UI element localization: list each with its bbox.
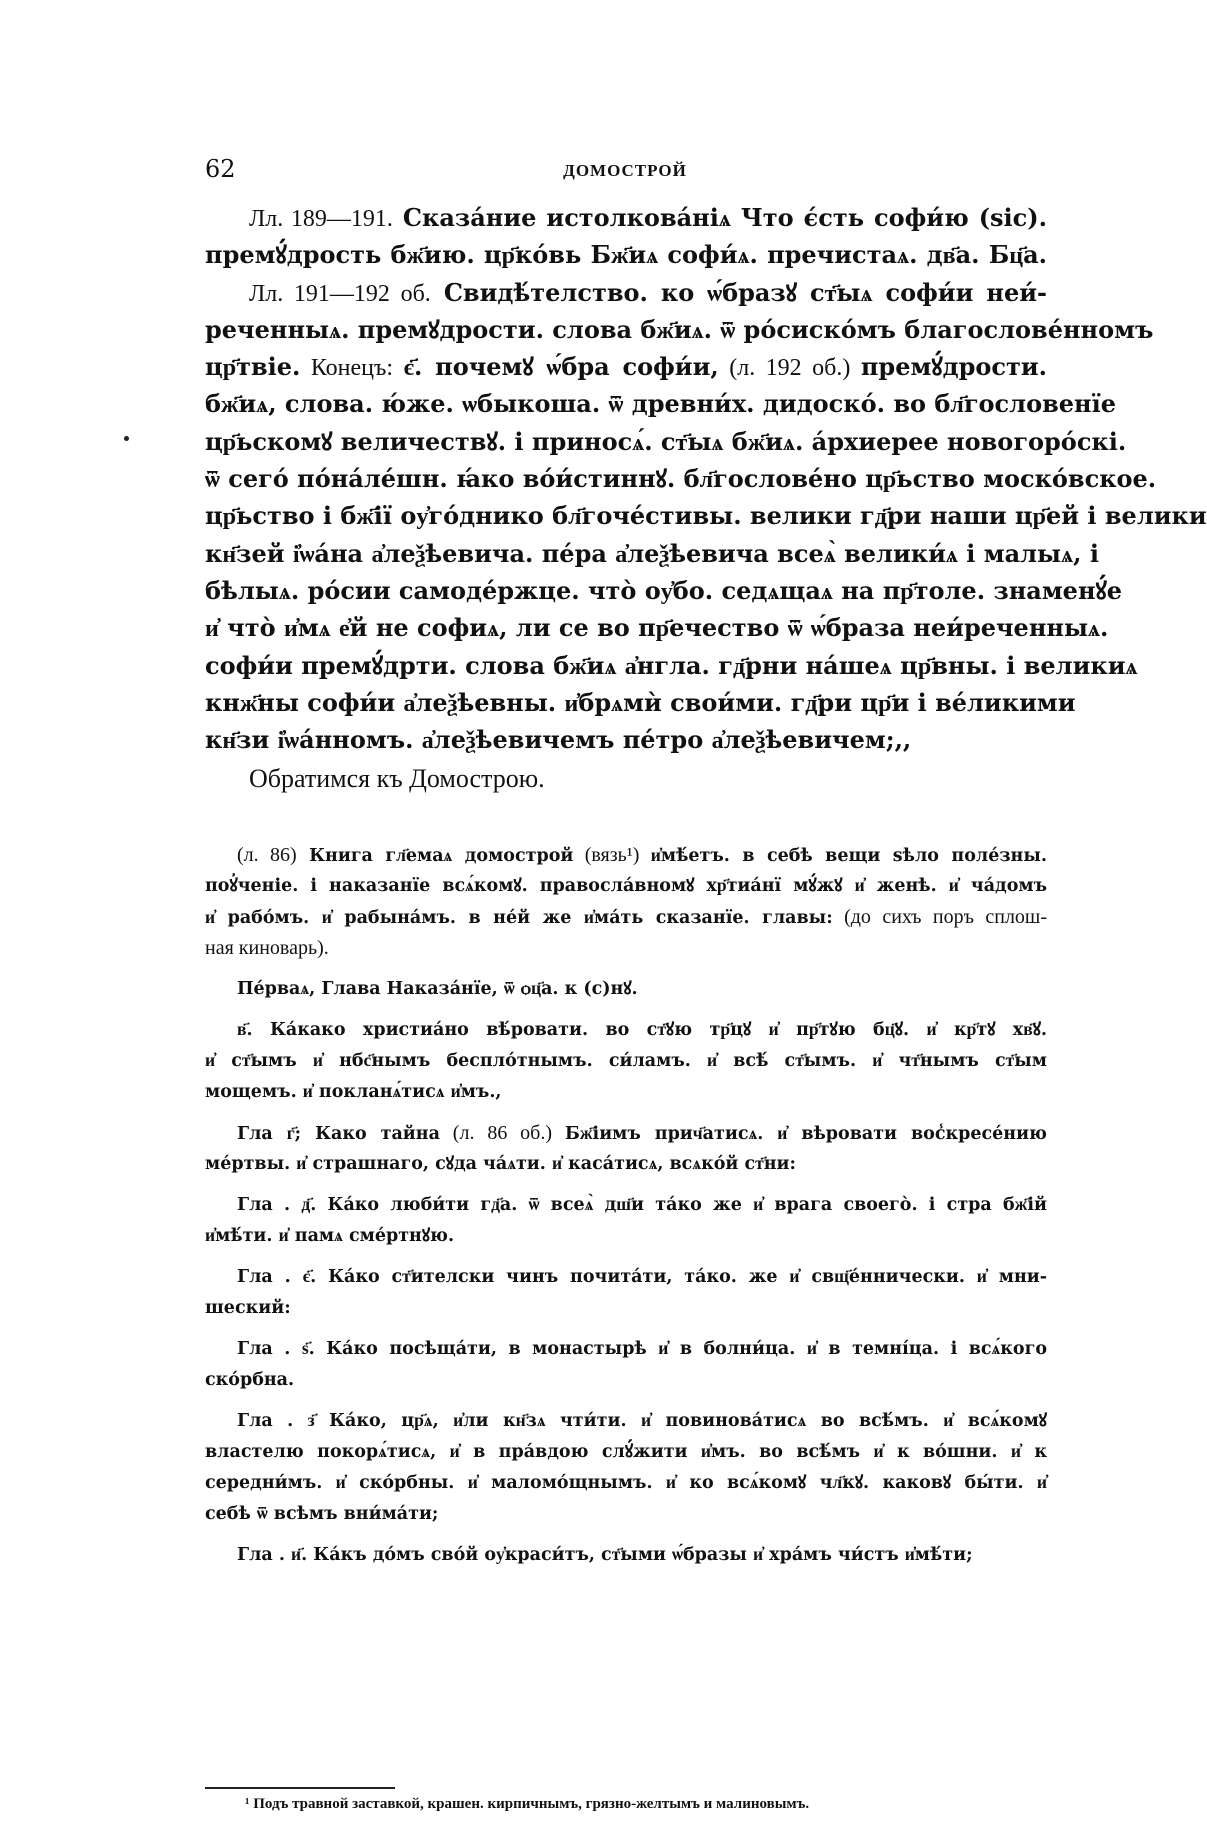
slavonic-text: премꙋ́дрости. (860, 352, 1048, 382)
chapter-line (205, 1406, 1047, 1437)
folio-reference: (л. 192 об.) (718, 355, 861, 382)
slavonic-text: шеский: (205, 1298, 291, 1318)
chapter-line (205, 1046, 1047, 1077)
editor-note: (вязь¹) (573, 844, 651, 866)
slavonic-text: поꙋ҆ченіе. і наказанїе всѧ́комꙋ. правосла́вномꙋ хр҃тиа́нї мꙋ́жꙋ и҆ женѣ. и҆ ча́домъ (205, 876, 1047, 896)
text-line (205, 275, 1047, 312)
paragraph-gap (205, 964, 1047, 974)
slavonic-text: и҆ ст҃ымъ и҆ нбс҃нымъ беспло́тнымъ. си́ламъ. и҆ всѣ́ ст҃ымъ. и҆ чт҃нымъ ст҃ым (205, 1051, 1047, 1071)
paragraph-gap (205, 1530, 1047, 1540)
slavonic-text: мощемъ. и҆ покланѧ́тисѧ и҆мъ., (205, 1082, 502, 1102)
slavonic-text: ско́рбна. (205, 1370, 295, 1390)
folio-reference: (л. 86 об.) (439, 1122, 565, 1144)
domostroi-title-block (205, 840, 1047, 964)
paragraph-gap (205, 1108, 1047, 1118)
paragraph-gap (205, 1252, 1047, 1262)
folio-reference: Лл. 191—192 об. (249, 280, 431, 307)
editor-note: (до сихъ поръ сплош- (832, 906, 1047, 928)
chapter-line (205, 1077, 1047, 1108)
paragraph-gap (205, 1005, 1047, 1015)
text-line (205, 933, 1047, 964)
slavonic-text: софи́и премꙋ́дрти. слова бж҃иѧ а҆нгла. гд҃рни на́шеѧ цр҃вны. і великиѧ (205, 650, 1138, 680)
slavonic-text: бж҃иѧ, слова. ю́же. ѡбыкоша. ѿ древни́х. дидоско́. во бл҃гословенїе (205, 389, 1116, 419)
footnote: ¹ Подъ травной заставкой, крашен. кирпичнымъ, грязно-желтымъ и малиновымъ. (245, 1796, 810, 1812)
editor-note: Конецъ: (300, 355, 404, 382)
text-line (205, 840, 1047, 871)
text-line (205, 722, 1047, 759)
text-line (205, 685, 1076, 722)
chapter-line (205, 1015, 1047, 1046)
slavonic-text: и҆ рабо́мъ. и҆ рабына́мъ. в не́й же и҆ма́ть сказанїе. главы: (205, 908, 833, 928)
text-line (205, 573, 1123, 610)
slavonic-text: цр҃ьство і бж҃ії оу҆го́днико бл҃гоче́стивы. велики гд҃ри наши цр҃ей і велики (205, 501, 1207, 531)
slavonic-text: и҆ что̀ и҆мѧ е҆й не софиѧ, ли се во пр҃ечество ѿ ѡ́браза неи́реченныѧ. (205, 613, 1109, 643)
text-line (205, 536, 1099, 573)
chapter-line (205, 1118, 1047, 1149)
section-heading: Обратимся къ Домострою. (249, 764, 545, 794)
domostroi-excerpt (205, 840, 1047, 1571)
slavonic-text: кнж҃ны софи́и а҆леѯѣевны. и҆брѧмѝ свои́ми. гд҃ри цр҃и і ве́ликими (205, 687, 1076, 717)
running-title: ДОМОСТРОЙ (563, 161, 687, 180)
text-line (205, 237, 1047, 274)
margin-mark (124, 436, 129, 441)
text-line (205, 902, 1047, 933)
slavonic-text: Бж҃іимъ прич҃атисѧ. и҆ вѣровати вос̾кресе́нию (564, 1124, 1048, 1144)
slavonic-text: кн҃зи і҆ѡа́нномъ. а҆леѯѣевичемъ пе́тро а҆леѯѣевичем;,, (205, 725, 912, 755)
chapter-line (205, 1221, 1047, 1252)
chapter-line (205, 1293, 1047, 1324)
text-line (205, 871, 1047, 902)
editor-note: (л. 86) (237, 844, 297, 866)
slavonic-text: властелю покорѧ́тисѧ, и҆ в пра́вдою слꙋ́жити и҆мъ. во всѣ́мъ и҆ к во́шни. и҆ к (205, 1442, 1047, 1462)
text-line (205, 349, 1047, 386)
slavonic-text: премꙋ́дрость бж҃ию. цр҃ко́вь Бж҃иѧ софи́ѧ. пречистаѧ. дв҃а. Бц҃а. (205, 240, 1047, 270)
editor-note: ная киноварь). (205, 937, 329, 959)
chapter-line (205, 1499, 1047, 1530)
slavonic-text: цр҃ьскомꙋ величествꙋ. і приносѧ́. ст҃ыѧ бж҃иѧ. а́рхиерее новогоро́скі. (205, 426, 1127, 456)
paragraph-gap (205, 1180, 1047, 1190)
chapter-line (205, 1540, 1047, 1571)
text-line (205, 648, 1138, 685)
slavonic-text: Гла г҃; Како тайна (237, 1124, 440, 1144)
chapter-line (205, 1365, 1047, 1396)
paragraph-gap (205, 1396, 1047, 1406)
chapter-line (205, 1334, 1047, 1365)
text-line (205, 424, 1127, 461)
slavonic-text: и҆мѣ́ти. и҆ памѧ сме́ртнꙋю. (205, 1226, 455, 1246)
folio-reference: Лл. 189—191. (249, 206, 393, 232)
slavonic-text: Гла . д҃. Ка́ко люби́ти гд҃а. ѿ всеѧ̀ дш҃и та́ко же и҆ врага своего̀. і стра бж҃ій (237, 1195, 1047, 1215)
chapter-line (205, 974, 1047, 1005)
slavonic-text: Гла . и҃. Ка́къ до́мъ сво́й оу҆краси́тъ, ст҃ыми ѡ́бразы и҆ хра́мъ чи́стъ и҆мѣ́ти; (237, 1545, 973, 1565)
slavonic-text: в҃. Ка́како христиа́но вѣ́ровати. во ст҃ꙋю тр҃цꙋ и҆ пр҃тꙋю бц҃ꙋ. и҆ кр҃тꙋ хв҃ꙋ. (237, 1020, 1047, 1040)
slavonic-text: себѣ ѿ всѣмъ вни́ма́ти; (205, 1504, 439, 1524)
chapter-list (205, 964, 1047, 1571)
page-number: 62 (205, 155, 236, 183)
page-header (205, 155, 1045, 195)
slavonic-text: бѣлыѧ. ро́сии самоде́ржце. что̀ оу҆бо. седѧщаѧ на пр҃толе. знаменꙋ́е (205, 575, 1123, 605)
slavonic-text: и҆мѣ́етъ. в себѣ вещи ѕѣло поле́зны. (650, 846, 1047, 866)
text-line (205, 498, 1207, 535)
slavonic-text: цр҃твіе. (205, 352, 301, 382)
footnote-divider (205, 1787, 395, 1789)
text-line (205, 312, 1154, 349)
slavonic-text: Свидѣ́телство. ко ѡ́бразꙋ ст҃ыѧ софи́и неи́- (430, 277, 1047, 307)
text-line (205, 610, 1109, 647)
slavonic-text: ѿ сего́ по́на́ле́шн. ꙗ́ко во́и́стиннꙋ. бл҃гослове́но цр҃ьство моско́вское. (205, 464, 1157, 494)
slavonic-text: Книга гл҃емаѧ домострой (296, 846, 574, 866)
intro-paragraphs (205, 200, 1207, 759)
slavonic-text: ме́ртвы. и҆ страшнаго, сꙋда ча́ѧти. и҆ каса́тисѧ, всѧко́й ст҃ни: (205, 1154, 796, 1174)
chapter-line (205, 1437, 1047, 1468)
slavonic-text: реченныѧ. премꙋдрости. слова бж҃иѧ. ѿ ро́сиско́мъ благослове́нномъ (205, 314, 1154, 344)
slavonic-text: Пе́рваѧ, Глава Наказа́нїе, ѿ ѻц҃а. к (с)нꙋ. (237, 979, 638, 999)
chapter-line (205, 1149, 1047, 1180)
text-line (205, 461, 1157, 498)
text-line (205, 200, 1047, 237)
chapter-line (205, 1262, 1047, 1293)
slavonic-text: середни́мъ. и҆ ско́рбны. и҆ маломо́щнымъ. и҆ ко всѧ́комꙋ чл҃кꙋ. каковꙋ бы́ти. и҆ (205, 1473, 1047, 1493)
text-line (205, 386, 1116, 423)
chapter-line (205, 1468, 1047, 1499)
chapter-line (205, 1190, 1047, 1221)
slavonic-text: Гла . ѕ҃. Ка́ко посѣща́ти, в монастырѣ и҆ в болни́ца. и҆ в темні́ца. і всѧ́кого (237, 1339, 1047, 1359)
paragraph-gap (205, 1324, 1047, 1334)
slavonic-text: Гла . є҃. Ка́ко ст҃ителски чинъ почита́ти, та́ко. же и҆ свщ҃е́ннически. и҆ мни- (237, 1267, 1047, 1287)
slavonic-text: Гла . з҃ Ка́ко, цр҃ѧ, и҆ли кн҃зѧ чти́ти. и҆ повинова́тисѧ во всѣ́мъ. и҆ всѧ́комꙋ (237, 1411, 1047, 1431)
slavonic-text: є҃. почемꙋ ѡ́бра софи́и, (403, 352, 719, 382)
main-text-block (205, 200, 1207, 805)
slavonic-text: Сказа́ние истолкова́ніѧ Что є́сть софи́ю (sic). (392, 203, 1047, 232)
slavonic-text: кн҃зей і҆ѡа́на а҆леѯѣевича. пе́ра а҆леѯѣевича всеѧ̀ велики́ѧ і малыѧ, і (205, 538, 1099, 568)
